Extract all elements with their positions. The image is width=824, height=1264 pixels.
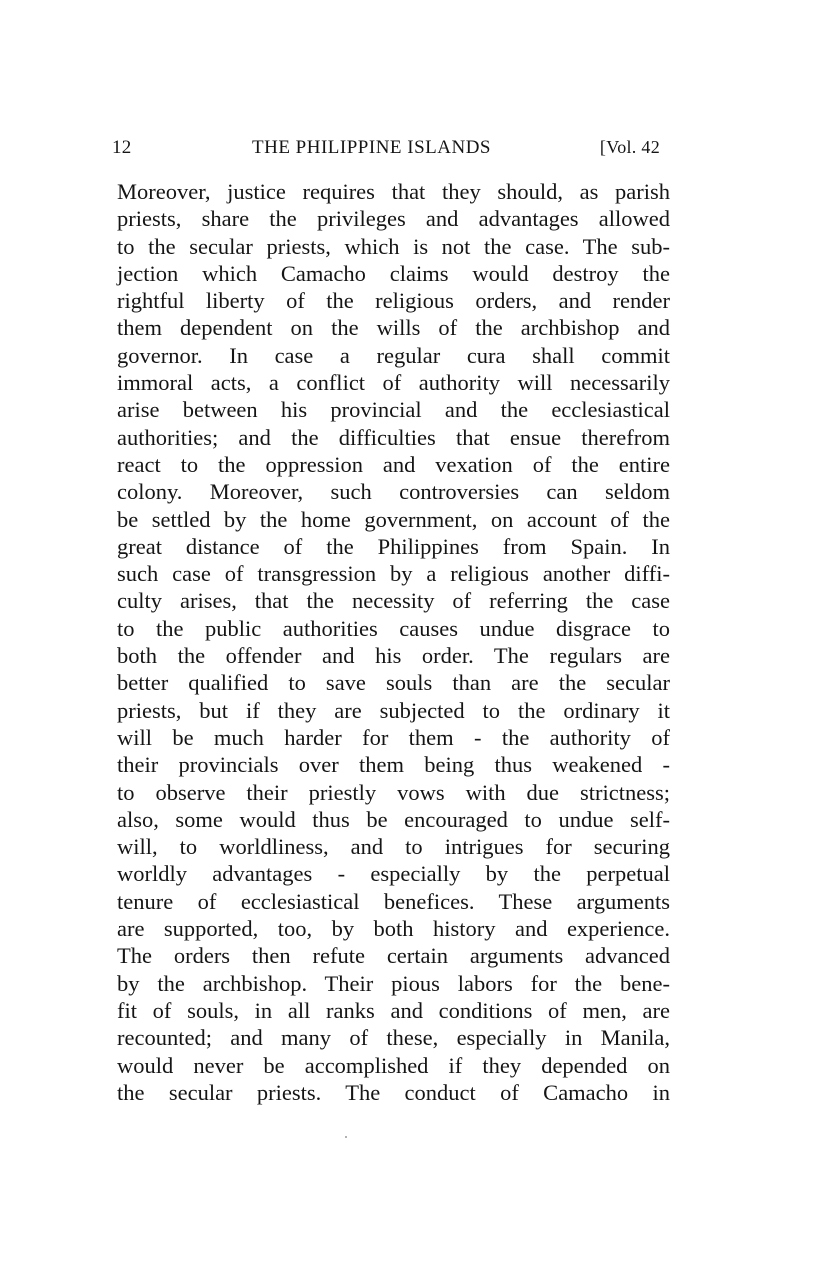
text-line: Moreover, justice requires that they should, as parish — [117, 179, 670, 204]
text-line: culty arises, that the necessity of referring the case — [117, 588, 670, 614]
text-line: the secular priests. The conduct of Camacho in — [117, 1079, 670, 1105]
text-line: rightful liberty of the religious orders, and render — [117, 288, 670, 314]
text-line: fit of souls, in all ranks and conditions of men, are — [117, 997, 670, 1023]
text-line: arise between his provincial and the ecclesiastical — [117, 397, 670, 423]
text-line: priests, share the privileges and advantages allowed — [117, 206, 670, 232]
running-header — [112, 137, 660, 167]
text-line: governor. In case a regular cura shall commit — [117, 342, 670, 368]
text-line: better qualified to save souls than are the secular — [117, 670, 670, 696]
scan-speck — [345, 1136, 347, 1138]
text-line: great distance of the Philippines from Spain. In — [117, 533, 670, 559]
text-line: The orders then refute certain arguments advanced — [117, 943, 670, 969]
text-line: immoral acts, a conflict of authority will necessarily — [117, 370, 670, 396]
text-line: such case of transgression by a religious another diffi- — [117, 561, 670, 587]
page-number: 12 — [112, 137, 132, 158]
text-line: also, some would thus be encouraged to undue self- — [117, 806, 670, 832]
text-line: would never be accomplished if they depended on — [117, 1052, 670, 1078]
volume-label: [Vol. 42 — [599, 137, 660, 157]
text-line: react to the oppression and vexation of the entire — [117, 451, 670, 477]
text-line: their provincials over them being thus weakened - — [117, 752, 670, 778]
text-line: recounted; and many of these, especially in Manila, — [117, 1025, 670, 1051]
text-line: be settled by the home government, on account of the — [117, 506, 670, 532]
text-line: by the archbishop. Their pious labors for the bene- — [117, 970, 670, 996]
text-line: priests, but if they are subjected to the ordinary it — [117, 697, 670, 723]
text-line: colony. Moreover, such controversies can seldom — [117, 479, 670, 505]
text-line: are supported, too, by both history and experience. — [117, 916, 670, 942]
text-line: to observe their priestly vows with due strictness; — [117, 779, 670, 805]
running-title: THE PHILIPPINE ISLANDS — [252, 137, 491, 158]
text-line: them dependent on the wills of the archbishop and — [117, 315, 670, 341]
body-text — [117, 178, 670, 1106]
text-line: to the public authorities causes undue disgrace to — [117, 615, 670, 641]
text-line: to the secular priests, which is not the case. The sub- — [117, 233, 670, 259]
text-line: will, to worldliness, and to intrigues for securing — [117, 834, 670, 860]
text-line: tenure of ecclesiastical benefices. These arguments — [117, 888, 670, 914]
text-line: authorities; and the difficulties that ensue therefrom — [117, 424, 670, 450]
text-line: jection which Camacho claims would destroy the — [117, 260, 670, 286]
text-line: will be much harder for them - the authority of — [117, 724, 670, 750]
text-line: both the offender and his order. The regulars are — [117, 643, 670, 669]
text-line: worldly advantages - especially by the perpetual — [117, 861, 670, 887]
